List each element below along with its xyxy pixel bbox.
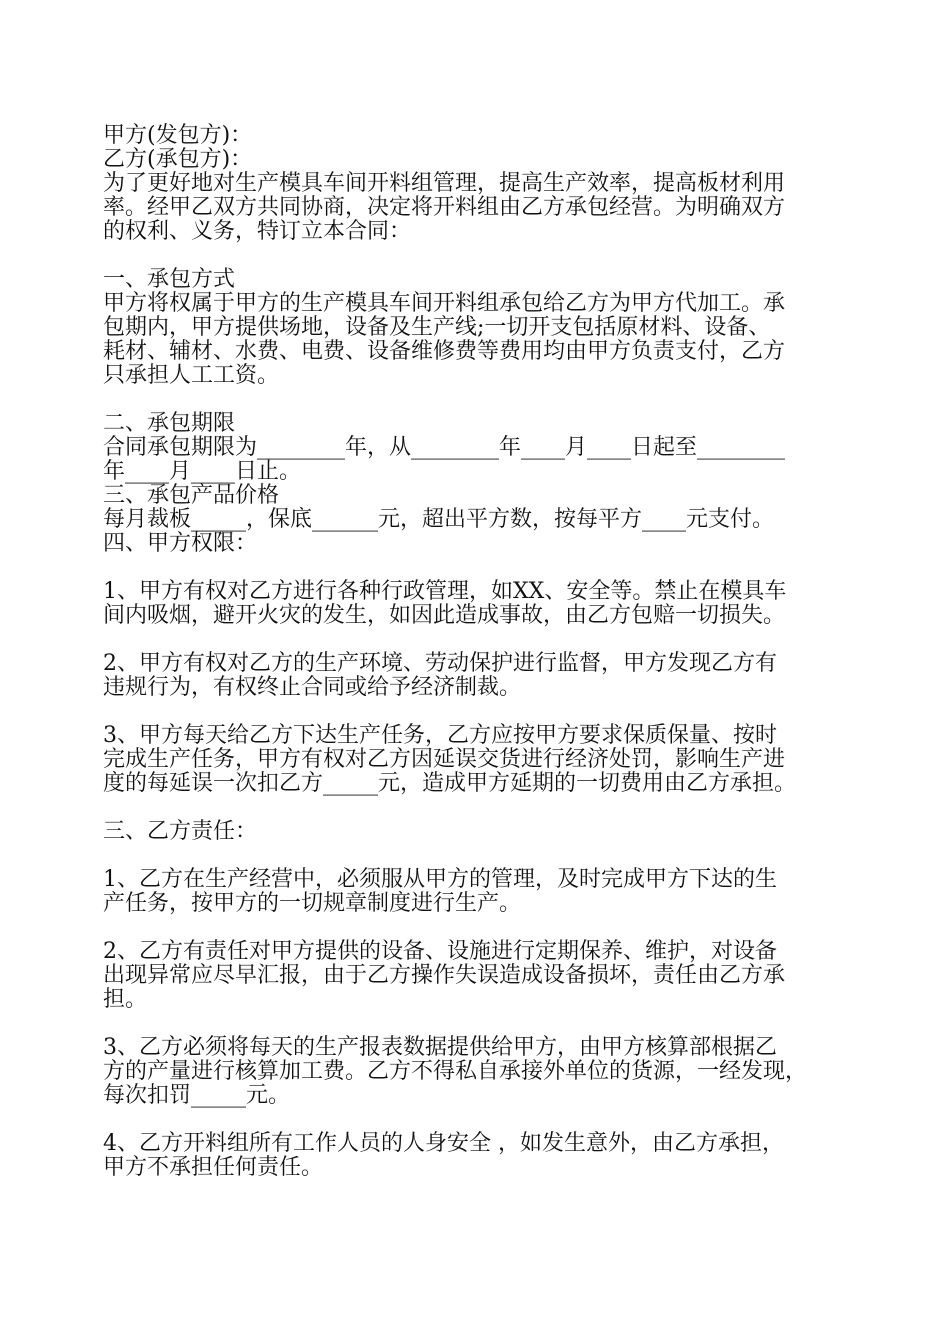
blank-line [103, 916, 863, 940]
blank-line [103, 1012, 863, 1036]
document-line: 的权利、义务，特订立本合同： [103, 219, 412, 244]
document-line: 3、甲方每天给乙方下达生产任务，乙方应按甲方要求保质保量、按时 [103, 723, 777, 748]
document-line: 年____月____日止。 [103, 459, 302, 484]
blank-line [103, 700, 863, 724]
document-line: 每月裁板_____，保底______元，超出平方数，按每平方____元支付。 [103, 507, 775, 532]
document-line: 只承担人工工资。 [103, 363, 280, 388]
document-line: 完成生产任务，甲方有权对乙方因延误交货进行经济处罚，影响生产进 [103, 747, 786, 772]
document-line: 间内吸烟，避开火灾的发生，如因此造成事故，由乙方包赔一切损失。 [103, 603, 786, 628]
document-line: 4、乙方开料组所有工作人员的人身安全 ，如发生意外，由乙方承担， [103, 1131, 784, 1156]
document-line: 甲方将权属于甲方的生产模具车间开料组承包给乙方为甲方代加工。承 [103, 291, 786, 316]
document-line: 为了更好地对生产模具车间开料组管理，提高生产效率，提高板材利用 [103, 171, 786, 196]
document-line: 1、乙方在生产经营中，必须服从甲方的管理，及时完成甲方下达的生 [103, 867, 777, 892]
blank-line [103, 628, 863, 652]
document-line: 2、乙方有责任对甲方提供的设备、设施进行定期保养、维护，对设备 [103, 939, 777, 964]
document-line: 产任务，按甲方的一切规章制度进行生产。 [103, 891, 522, 916]
document-line: 一、承包方式 [103, 267, 236, 292]
document-line: 率。经甲乙双方共同协商，决定将开料组由乙方承包经营。为明确双方 [103, 195, 786, 220]
document-line: 二、承包期限 [103, 411, 236, 436]
blank-line [103, 796, 863, 820]
document-line: 甲方(发包方)： [103, 123, 253, 148]
blank-line [103, 388, 863, 412]
document-line: 方的产量进行核算加工费。乙方不得私自承接外单位的货源，一经发现， [103, 1059, 808, 1084]
document-line: 1、甲方有权对乙方进行各种行政管理，如XX、安全等。禁止在模具车 [103, 579, 787, 604]
blank-line [103, 1108, 863, 1132]
document-line: 担。 [103, 987, 148, 1012]
blank-line [103, 844, 863, 868]
blank-line [103, 556, 863, 580]
document-line: 每次扣罚_____元。 [103, 1083, 291, 1108]
document-line: 三、承包产品价格 [103, 483, 280, 508]
document-line: 度的每延误一次扣乙方_____元，造成甲方延期的一切费用由乙方承担。 [103, 771, 797, 796]
document-line: 合同承包期限为________年，从________年____月____日起至________ [103, 435, 786, 460]
document-line: 包期内，甲方提供场地，设备及生产线;一切开支包括原材料、设备、 [103, 315, 771, 340]
document-line: 乙方(承包方)： [103, 147, 253, 172]
document-line: 甲方不承担任何责任。 [103, 1155, 324, 1180]
blank-line [103, 244, 863, 268]
document-line: 2、甲方有权对乙方的生产环境、劳动保护进行监督，甲方发现乙方有 [103, 651, 777, 676]
document-line: 3、乙方必须将每天的生产报表数据提供给甲方，由甲方核算部根据乙 [103, 1035, 777, 1060]
document-line: 四、甲方权限： [103, 531, 258, 556]
document-line: 违规行为，有权终止合同或给予经济制裁。 [103, 675, 522, 700]
contract-document [103, 124, 863, 1180]
document-line: 出现异常应尽早汇报，由于乙方操作失误造成设备损坏，责任由乙方承 [103, 963, 786, 988]
document-line: 耗材、辅材、水费、电费、设备维修费等费用均由甲方负责支付，乙方 [103, 339, 786, 364]
document-line: 三、乙方责任： [103, 819, 258, 844]
